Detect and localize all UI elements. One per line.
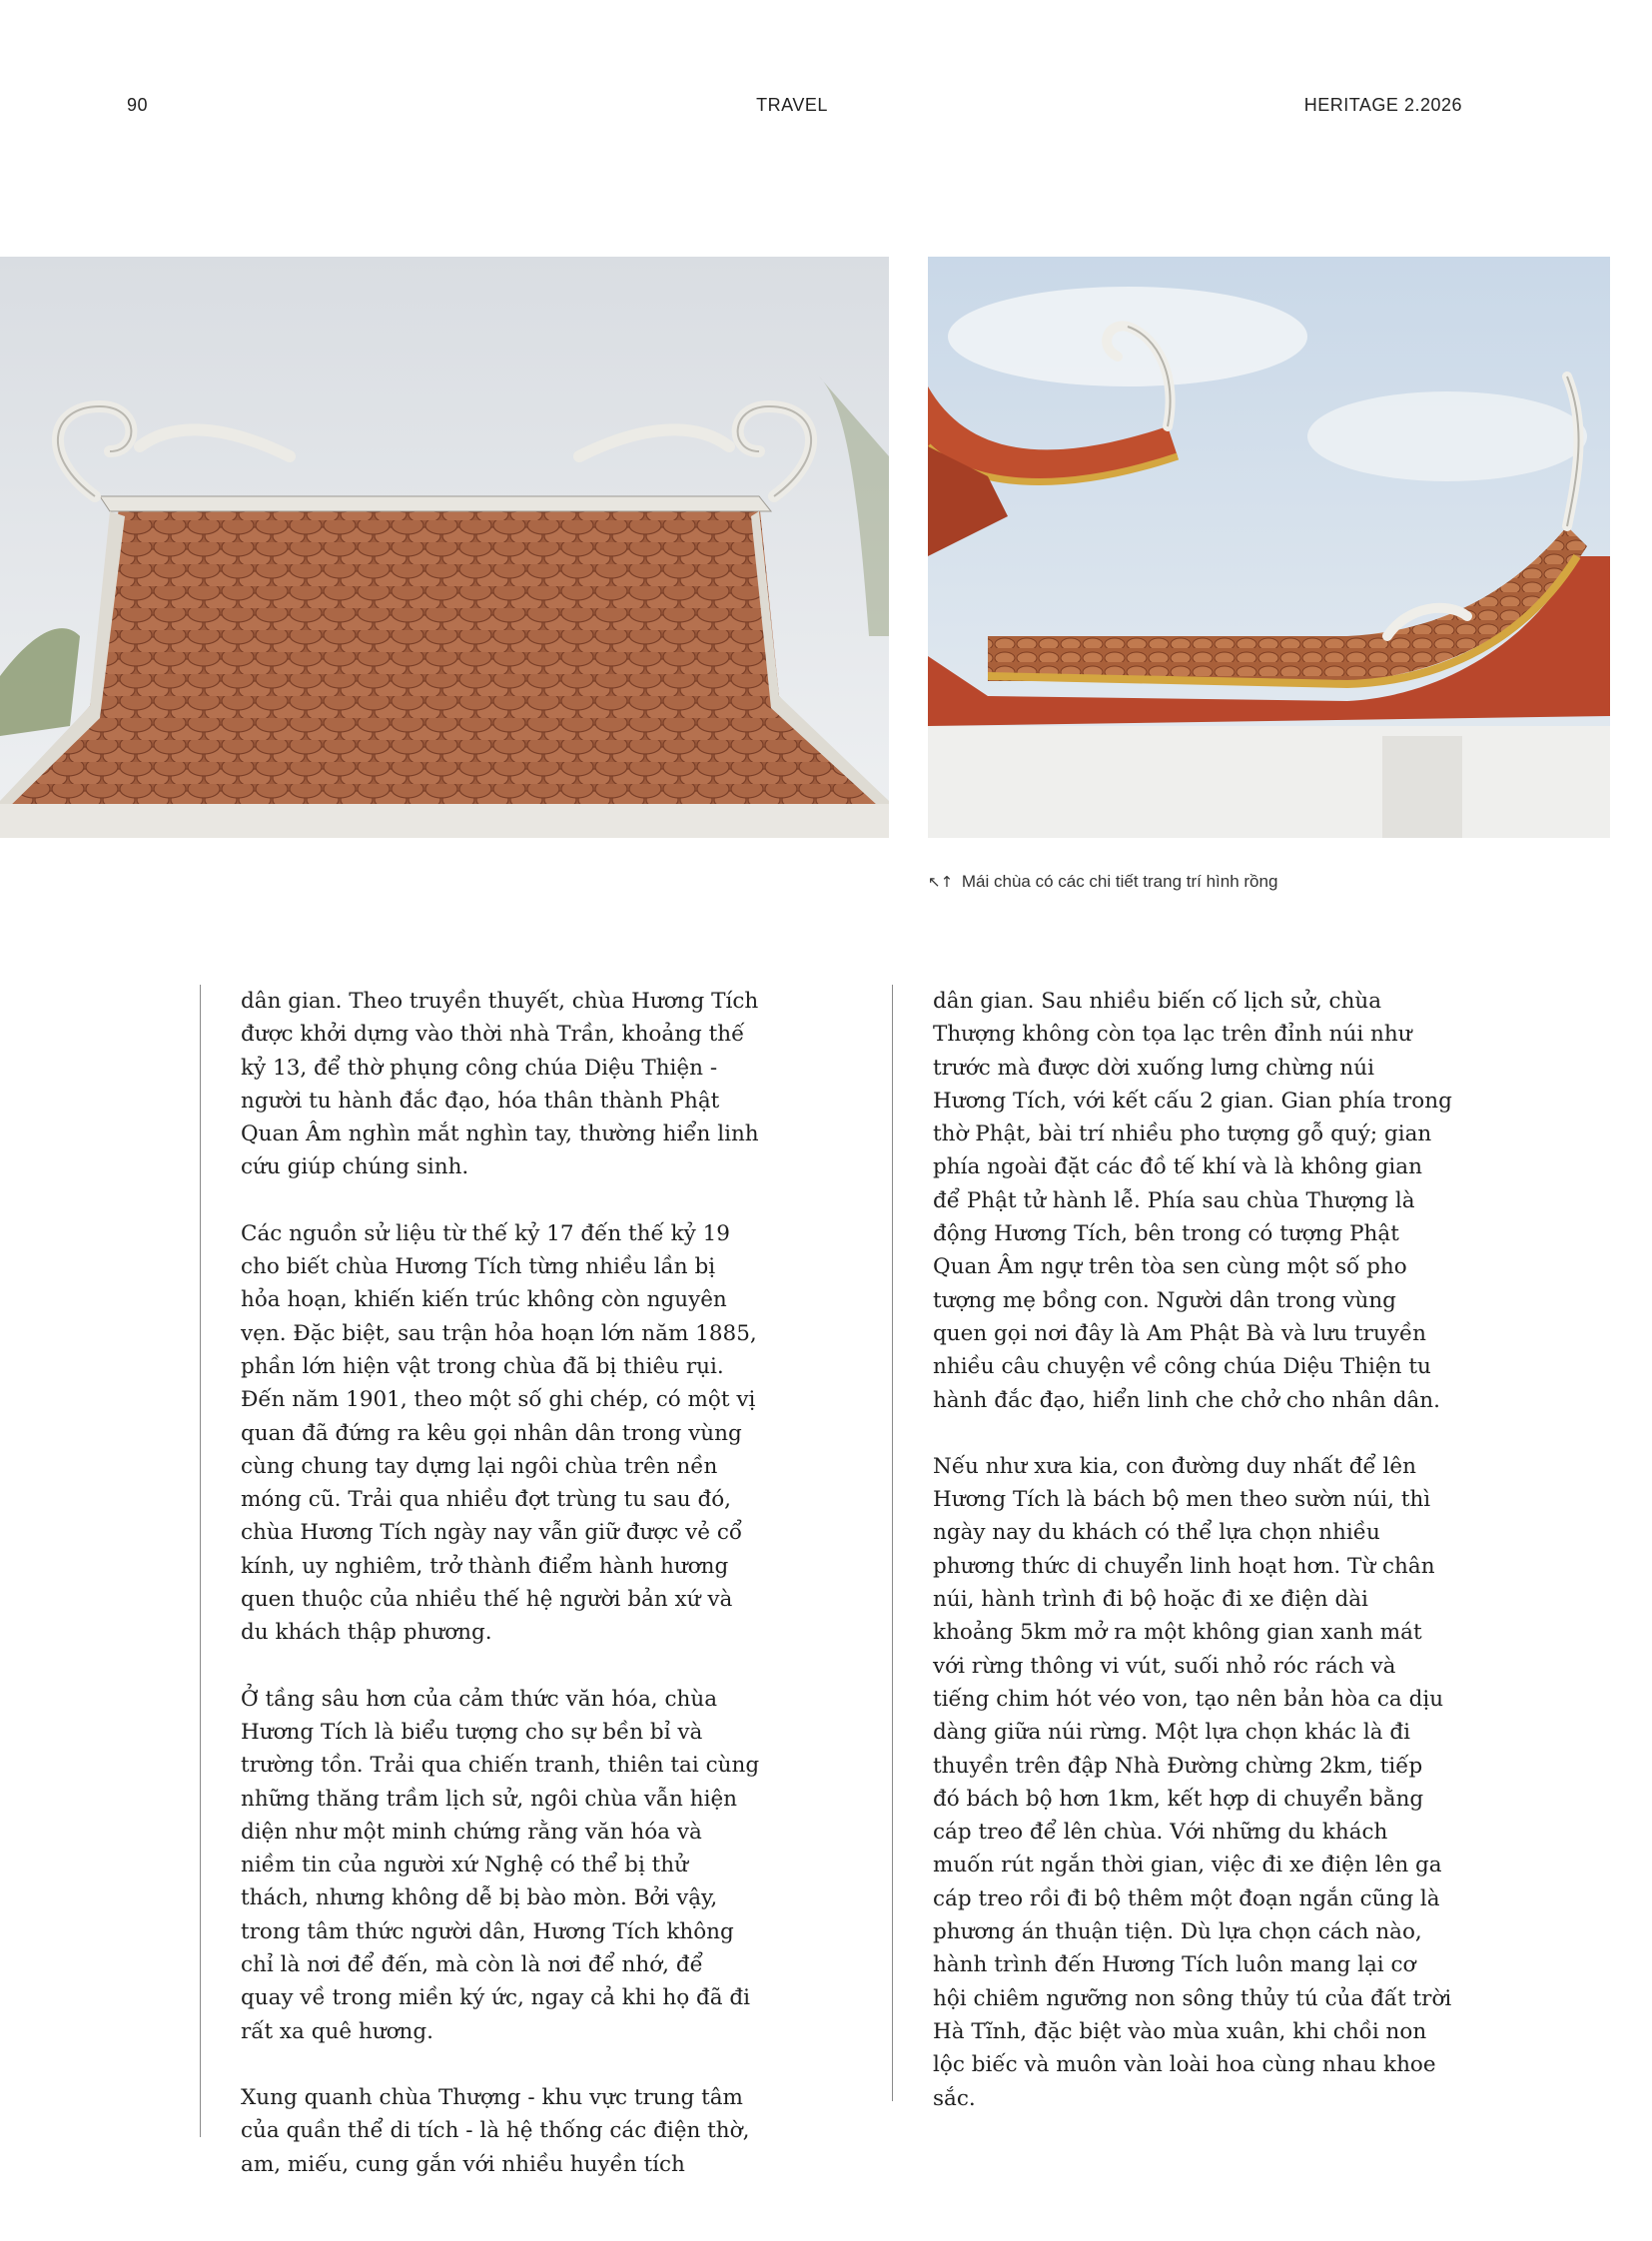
curved-eave-dragon-photo [928, 257, 1610, 838]
roof-photo-right [928, 257, 1610, 838]
caption-text: Mái chùa có các chi tiết trang trí hình rồng [961, 872, 1278, 891]
article-column-left [200, 985, 760, 2177]
roof-photo-left [0, 257, 889, 838]
paragraph: dân gian. Theo truyền thuyết, chùa Hương Tích được khởi dựng vào thời nhà Trần, khoảng thế kỷ 13, để thờ phụng công chúa Diệu Thiện - người tu hành đắc đạo, hóa thân thành Phật Quan Âm nghìn mắt nghìn tay, thường hiển linh cứu giúp chúng sinh. [241, 989, 759, 1180]
paragraph: Nếu như xưa kia, con đường duy nhất để lên Hương Tích là bách bộ men theo sườn núi, thì ngày nay du khách có thể lựa chọn nhiều phương thức di chuyển linh hoạt hơn. Từ chân núi, hành trình đi bộ hoặc đi xe điện dài khoảng 5km mở ra một không gian xanh mát với rừng thông vi vút, suối nhỏ róc rách và tiếng chim hót véo von, tạo nên bản hòa ca dịu dàng giữa núi rừng. Một lựa chọn khác là đi thuyền trên đập Nhà Đường chừng 2km, tiếp đó bách bộ hơn 1km, kết hợp di chuyển bằng cáp treo để lên chùa. Với những du khách muốn rút ngắn thời gian, việc đi xe điện lên ga cáp treo rồi đi bộ thêm một đoạn ngắn cũng là phương án thuận tiện. Dù lựa chọn cách nào, hành trình đến Hương Tích luôn mang lại cơ hội chiêm ngưỡng non sông thủy tú của đất trời Hà Tĩnh, đặc biệt vào mùa xuân, khi chồi non lộc biếc và muôn vàn loài hoa cùng nhau khoe sắc. [933, 1453, 1452, 2111]
section-title: TRAVEL [756, 95, 828, 115]
tiled-roof-dragon-photo [0, 257, 889, 838]
paragraph: dân gian. Sau nhiều biến cố lịch sử, chùa Thượng không còn tọa lạc trên đỉnh núi như trước mà được dời xuống lưng chừng núi Hương Tích, với kết cấu 2 gian. Gian phía trong thờ Phật, bài trí nhiều pho tượng gỗ quý; gian phía ngoài đặt các đồ tế khí và là không gian để Phật tử hành lễ. Phía sau chùa Thượng là động Hương Tích, bên trong có tượng Phật Quan Âm ngự trên tòa sen cùng một số pho tượng mẹ bồng con. Người dân trong vùng quen gọi nơi đây là Am Phật Bà và lưu truyền nhiều câu chuyện về công chúa Diệu Thiện tu hành đắc đạo, hiển linh che chở cho nhân dân. [933, 989, 1452, 1413]
paragraph: Xung quanh chùa Thượng - khu vực trung tâm của quần thể di tích - là hệ thống các điện thờ, am, miếu, cung gắn với nhiều huyền tích [241, 2084, 750, 2177]
caption-arrows: ↖↑ [928, 873, 954, 891]
article-column-right [892, 985, 1452, 2111]
paragraph: Các nguồn sử liệu từ thế kỷ 17 đến thế kỷ 19 cho biết chùa Hương Tích từng nhiều lần bị hỏa hoạn, khiến kiến trúc không còn nguyên vẹn. Đặc biệt, sau trận hỏa hoạn lớn năm 1885, phần lớn hiện vật trong chùa đã bị thiêu rụi. Đến năm 1901, theo một số ghi chép, có một vị quan đã đứng ra kêu gọi nhân dân trong vùng cùng chung tay dựng lại ngôi chùa trên nền móng cũ. Trải qua nhiều đợt trùng tu sau đó, chùa Hương Tích ngày nay vẫn giữ được vẻ cổ kính, uy nghiêm, trở thành điểm hành hương quen thuộc của nhiều thế hệ người bản xứ và du khách thập phương. [241, 1220, 757, 1646]
page-number: 90 [127, 95, 149, 115]
issue-label: HERITAGE 2.2026 [1303, 95, 1462, 115]
paragraph: Ở tầng sâu hơn của cảm thức văn hóa, chùa Hương Tích là biểu tượng cho sự bền bỉ và trường tồn. Trải qua chiến tranh, thiên tai cùng những thăng trầm lịch sử, ngôi chùa vẫn hiện diện như một minh chứng rằng văn hóa và niềm tin của người xứ Nghệ có thể bị thử thách, nhưng không dễ bị bào mòn. Bởi vậy, trong tâm thức người dân, Hương Tích không chỉ là nơi để đến, mà còn là nơi để nhớ, để quay về trong miền ký ức, ngay cả khi họ đã đi rất xa quê hương. [241, 1686, 760, 2044]
photo-caption [928, 872, 1610, 892]
